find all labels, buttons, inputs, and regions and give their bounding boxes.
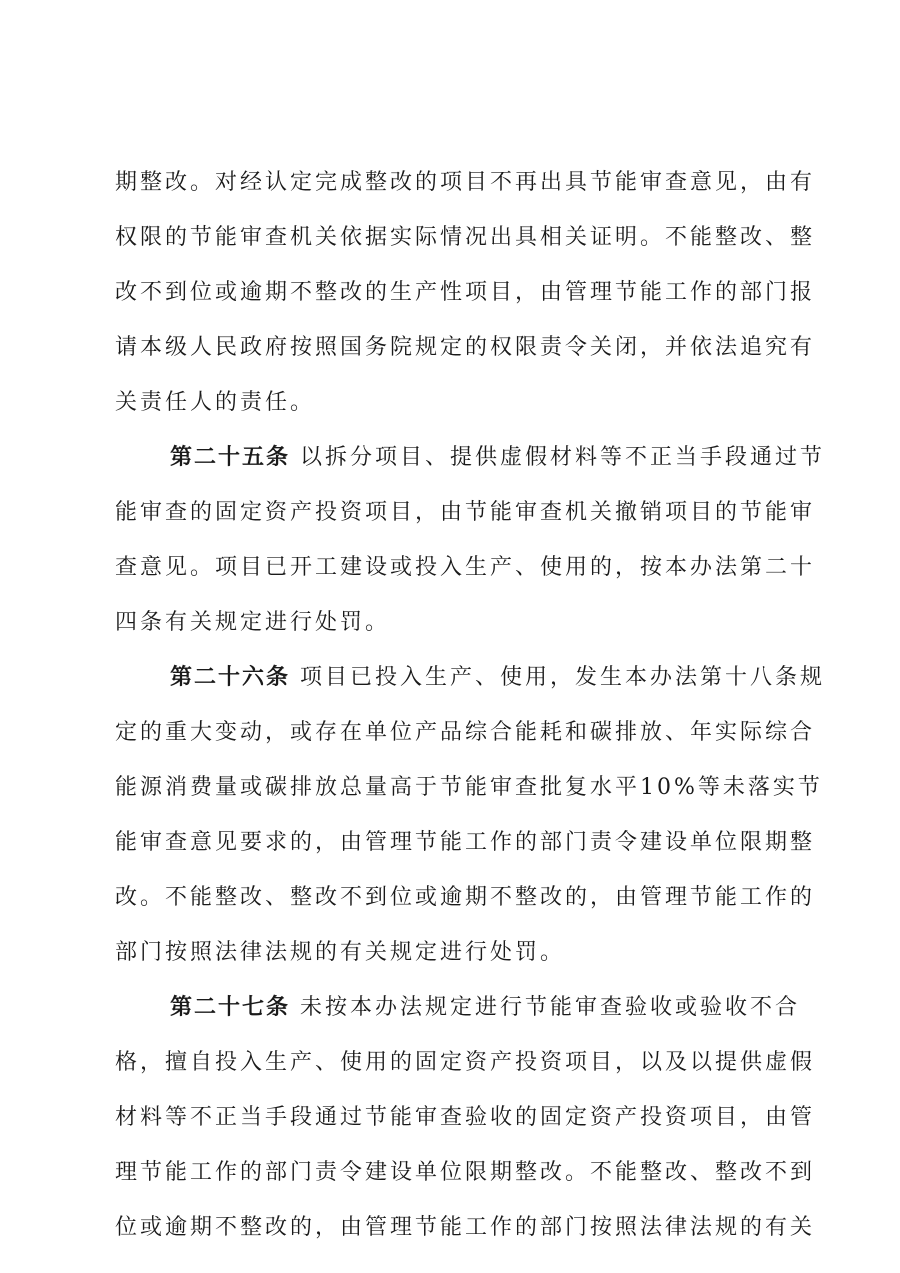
paragraph-line: 查意见。项目已开工建设或投入生产、使用的，按本办法第二十: [115, 555, 816, 580]
paragraph-line: 格，擅自投入生产、使用的固定资产投资项目，以及以提供虚假: [115, 1050, 816, 1075]
article-heading: 第二十六条: [170, 665, 291, 690]
paragraph-line: 四条有关规定进行处罚。: [115, 610, 391, 635]
paragraph-line: 能源消费量或碳排放总量高于节能审查批复水平10%等未落实节: [115, 775, 823, 800]
article-text: 未按本办法规定进行节能审查验收或验收不合: [300, 995, 801, 1020]
paragraph-line: 权限的节能审查机关依据实际情况出具相关证明。不能整改、整: [115, 225, 816, 250]
paragraph-line: 改不到位或逾期不整改的生产性项目，由管理节能工作的部门报: [115, 280, 816, 305]
article-27-first-line: [170, 988, 801, 1028]
paragraph-line: 部门按照法律法规的有关规定进行处罚。: [115, 940, 566, 965]
article-text: 项目已投入生产、使用，发生本办法第十八条规: [300, 665, 826, 690]
paragraph-line: 能审查意见要求的，由管理节能工作的部门责令建设单位限期整: [115, 830, 816, 855]
article-text: 以拆分项目、提供虚假材料等不正当手段通过节: [300, 445, 826, 470]
paragraph-line: 能审查的固定资产投资项目，由节能审查机关撤销项目的节能审: [115, 500, 816, 525]
article-heading: 第二十五条: [170, 445, 291, 470]
article-heading: 第二十七条: [170, 995, 291, 1020]
paragraph-line: 关责任人的责任。: [115, 390, 316, 415]
article-25-first-line: [170, 438, 826, 478]
paragraph-line: 期整改。对经认定完成整改的项目不再出具节能审查意见，由有: [115, 170, 816, 195]
article-26-first-line: [170, 658, 826, 698]
paragraph-line: 改。不能整改、整改不到位或逾期不整改的，由管理节能工作的: [115, 885, 816, 910]
paragraph-line: 理节能工作的部门责令建设单位限期整改。不能整改、整改不到: [115, 1160, 816, 1185]
paragraph-line: 材料等不正当手段通过节能审查验收的固定资产投资项目，由管: [115, 1105, 816, 1130]
paragraph-line: 请本级人民政府按照国务院规定的权限责令关闭，并依法追究有: [115, 335, 816, 360]
paragraph-line: 位或逾期不整改的，由管理节能工作的部门按照法律法规的有关: [115, 1215, 816, 1240]
paragraph-line: 定的重大变动，或存在单位产品综合能耗和碳排放、年实际综合: [115, 720, 816, 745]
